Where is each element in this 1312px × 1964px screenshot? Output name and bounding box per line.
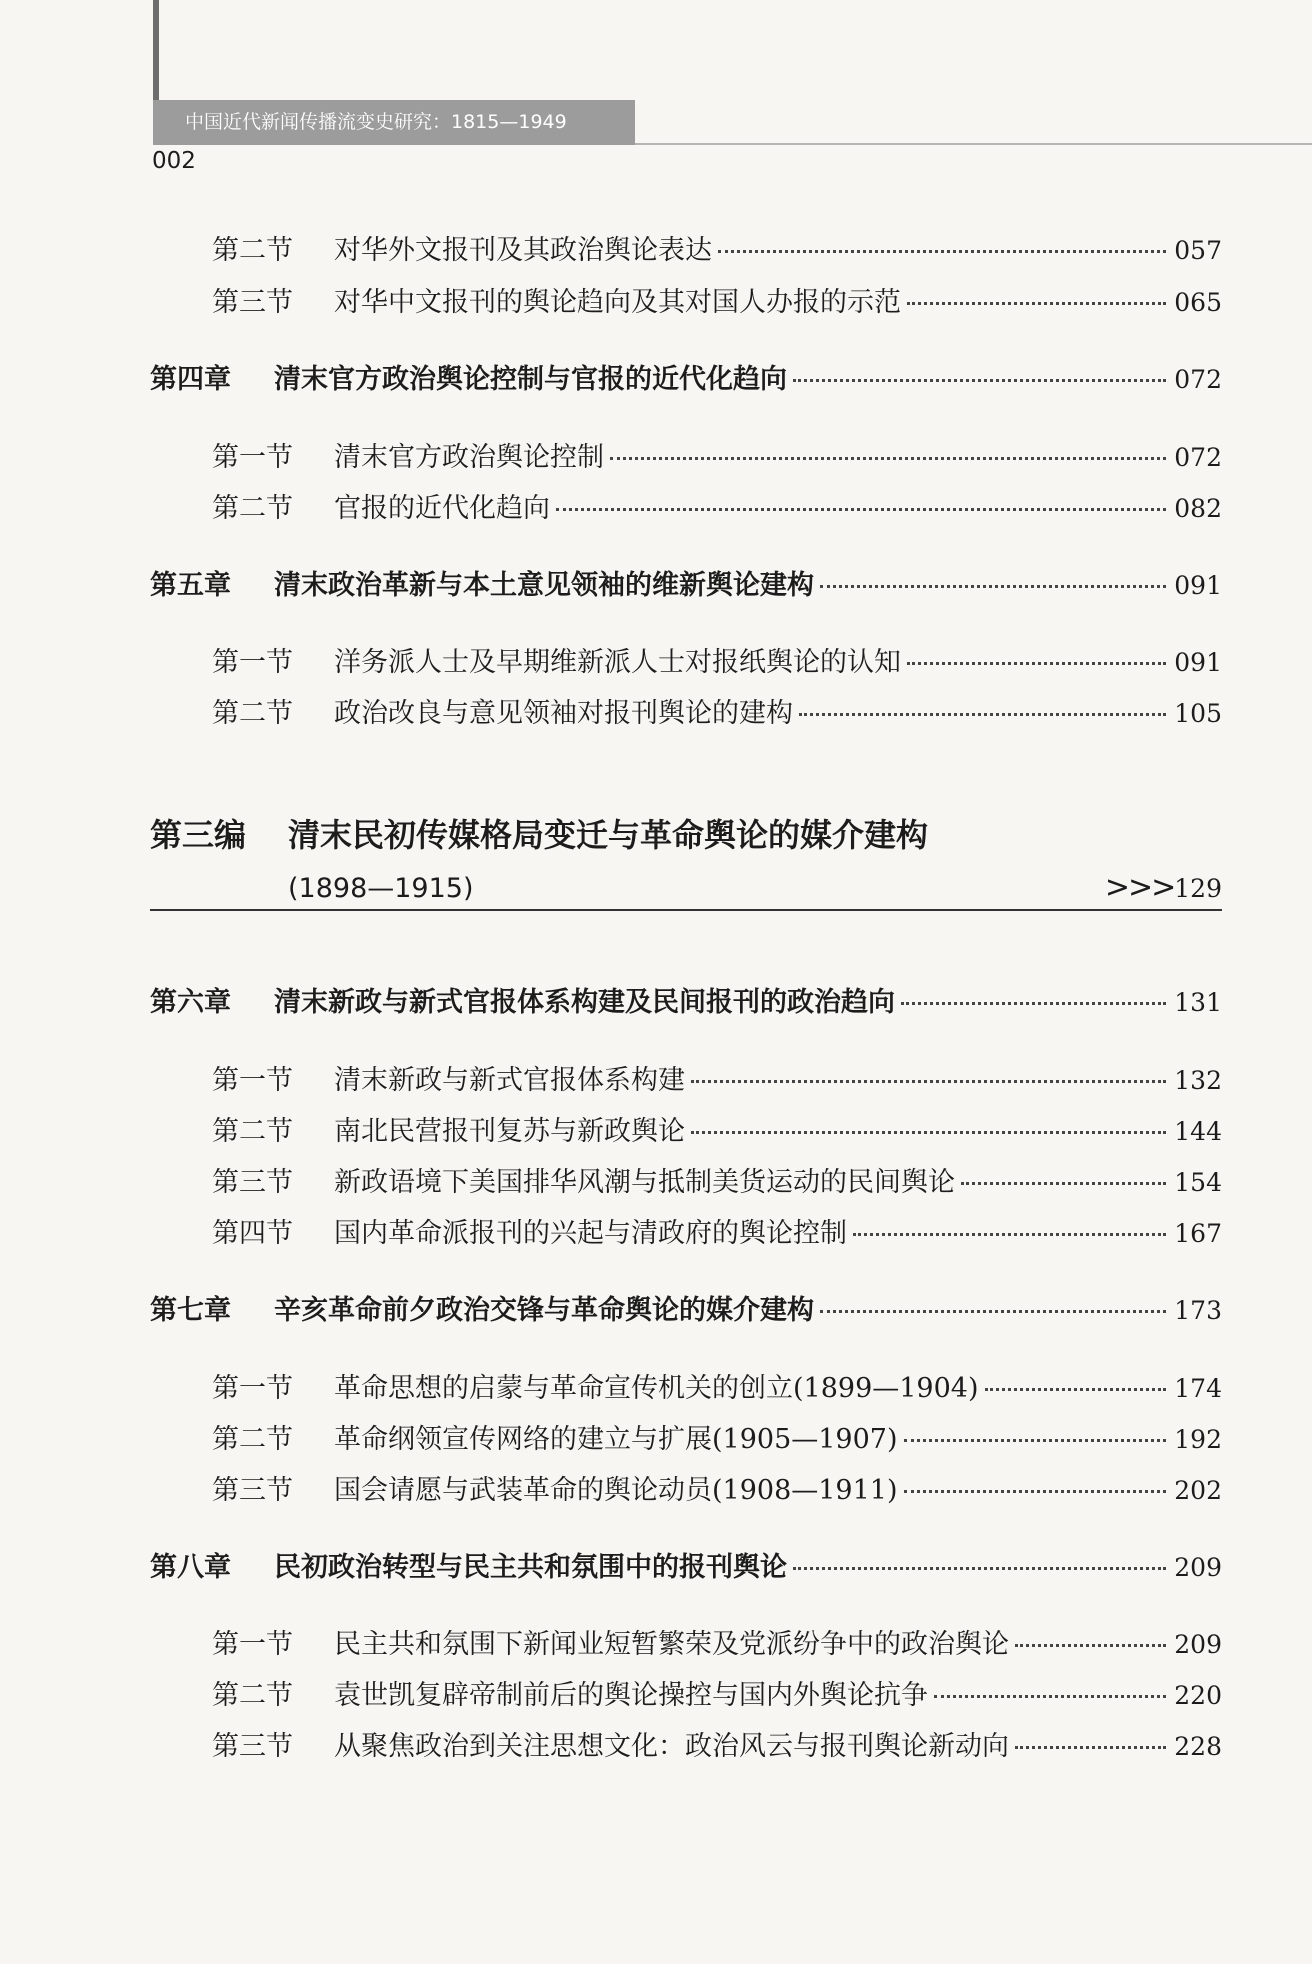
entry-label: 第三节 (212, 287, 293, 318)
entry-title: 清末官方政治舆论控制与官报的近代化趋向 (274, 364, 787, 395)
entry-page: 091 (1174, 648, 1222, 677)
entry-title: 民初政治转型与民主共和氛围中的报刊舆论 (274, 1552, 787, 1583)
dot-leader (853, 1233, 1166, 1236)
entry-title: 国内革命派报刊的兴起与清政府的舆论控制 (334, 1218, 847, 1249)
entry-page: 131 (1174, 988, 1222, 1017)
toc-section-entry[interactable] (212, 1058, 1222, 1097)
toc-chapter-entry[interactable] (150, 563, 1222, 602)
entry-title: 辛亥革命前夕政治交锋与革命舆论的媒介建构 (274, 1295, 814, 1326)
entry-label: 第一节 (212, 1065, 293, 1096)
toc-section-entry[interactable] (212, 435, 1222, 474)
toc-section-entry[interactable] (212, 1673, 1222, 1712)
dot-leader (799, 713, 1166, 716)
entry-page: 132 (1174, 1066, 1222, 1095)
dot-leader (1015, 1746, 1166, 1749)
entry-title: 政治改良与意见领袖对报刊舆论的建构 (334, 698, 793, 729)
entry-label: 第四节 (212, 1218, 293, 1249)
entry-page: 174 (1174, 1374, 1222, 1403)
toc-section-entry[interactable] (212, 280, 1222, 319)
entry-page: 228 (1174, 1732, 1222, 1761)
entry-label: 第一节 (212, 1373, 293, 1404)
dot-leader (718, 250, 1166, 253)
toc-section-entry[interactable] (212, 486, 1222, 525)
entry-label: 第八章 (150, 1552, 231, 1583)
running-header: 中国近代新闻传播流变史研究：1815—1949 (153, 100, 635, 145)
header-rule (153, 0, 159, 100)
dot-leader (691, 1080, 1166, 1083)
dot-leader (934, 1695, 1166, 1698)
dot-leader (691, 1131, 1166, 1134)
part-page: 129 (1174, 874, 1222, 903)
entry-page: 192 (1174, 1425, 1222, 1454)
dot-leader (556, 508, 1166, 511)
toc-section-entry[interactable] (212, 691, 1222, 730)
entry-label: 第二节 (212, 493, 293, 524)
entry-page: 154 (1174, 1168, 1222, 1197)
entry-title: 南北民营报刊复苏与新政舆论 (334, 1116, 685, 1147)
entry-title: 革命思想的启蒙与革命宣传机关的创立(1899—1904) (334, 1373, 979, 1404)
dot-leader (793, 1567, 1166, 1570)
toc-section-entry[interactable] (212, 1160, 1222, 1199)
entry-title: 清末新政与新式官报体系构建及民间报刊的政治趋向 (274, 987, 895, 1018)
entry-page: 173 (1174, 1296, 1222, 1325)
entry-title: 官报的近代化趋向 (334, 493, 550, 524)
toc-chapter-entry[interactable] (150, 1545, 1222, 1584)
dot-leader (985, 1388, 1167, 1391)
toc-chapter-entry[interactable] (150, 1288, 1222, 1327)
toc-section-entry[interactable] (212, 1468, 1222, 1507)
entry-label: 第一节 (212, 1629, 293, 1660)
header-underline (635, 143, 1312, 145)
entry-title: 革命纲领宣传网络的建立与扩展(1905—1907) (334, 1424, 898, 1455)
dot-leader (907, 662, 1166, 665)
dot-leader (961, 1182, 1166, 1185)
toc-section-entry[interactable] (212, 1622, 1222, 1661)
entry-label: 第三节 (212, 1475, 293, 1506)
entry-page: 072 (1174, 365, 1222, 394)
dot-leader (904, 1490, 1167, 1493)
entry-label: 第七章 (150, 1295, 231, 1326)
entry-page: 220 (1174, 1681, 1222, 1710)
toc-chapter-entry[interactable] (150, 980, 1222, 1019)
entry-page: 105 (1174, 699, 1222, 728)
entry-label: 第二节 (212, 1424, 293, 1455)
entry-page: 065 (1174, 288, 1222, 317)
part-label: 第三编 (150, 816, 247, 854)
entry-label: 第四章 (150, 364, 231, 395)
toc-section-entry[interactable] (212, 1366, 1222, 1405)
entry-label: 第二节 (212, 235, 293, 266)
toc-chapter-entry[interactable] (150, 357, 1222, 396)
page-number: 002 (152, 148, 196, 174)
entry-page: 082 (1174, 494, 1222, 523)
dot-leader (820, 585, 1166, 588)
entry-page: 057 (1174, 236, 1222, 265)
chevron-icon: >>> (1104, 870, 1175, 905)
part-divider (150, 909, 1222, 911)
toc-section-entry[interactable] (212, 1109, 1222, 1148)
toc-section-entry[interactable] (212, 1724, 1222, 1763)
entry-title: 民主共和氛围下新闻业短暂繁荣及党派纷争中的政治舆论 (334, 1629, 1009, 1660)
entry-title: 国会请愿与武装革命的舆论动员(1908—1911) (334, 1475, 898, 1506)
entry-label: 第二节 (212, 1116, 293, 1147)
entry-title: 清末新政与新式官报体系构建 (334, 1065, 685, 1096)
entry-label: 第一节 (212, 442, 293, 473)
entry-page: 144 (1174, 1117, 1222, 1146)
entry-label: 第五章 (150, 570, 231, 601)
toc-section-entry[interactable] (212, 1211, 1222, 1250)
entry-title: 从聚焦政治到关注思想文化：政治风云与报刊舆论新动向 (334, 1731, 1009, 1762)
toc-part-heading[interactable] (150, 810, 1222, 911)
toc-section-entry[interactable] (212, 1417, 1222, 1456)
dot-leader (820, 1310, 1166, 1313)
entry-label: 第三节 (212, 1731, 293, 1762)
entry-title: 对华中文报刊的舆论趋向及其对国人办报的示范 (334, 287, 901, 318)
entry-title: 清末官方政治舆论控制 (334, 442, 604, 473)
entry-title: 新政语境下美国排华风潮与抵制美货运动的民间舆论 (334, 1167, 955, 1198)
dot-leader (907, 302, 1166, 305)
entry-page: 167 (1174, 1219, 1222, 1248)
part-years: (1898—1915) (288, 873, 474, 904)
entry-page: 091 (1174, 571, 1222, 600)
entry-label: 第六章 (150, 987, 231, 1018)
entry-page: 209 (1174, 1553, 1222, 1582)
entry-title: 清末政治革新与本土意见领袖的维新舆论建构 (274, 570, 814, 601)
entry-title: 对华外文报刊及其政治舆论表达 (334, 235, 712, 266)
dot-leader (793, 379, 1166, 382)
toc-section-entry[interactable] (212, 228, 1222, 267)
entry-page: 209 (1174, 1630, 1222, 1659)
entry-title: 袁世凯复辟帝制前后的舆论操控与国内外舆论抗争 (334, 1680, 928, 1711)
entry-label: 第二节 (212, 1680, 293, 1711)
part-title: 清末民初传媒格局变迁与革命舆论的媒介建构 (288, 816, 929, 854)
dot-leader (610, 457, 1166, 460)
toc-section-entry[interactable] (212, 640, 1222, 679)
dot-leader (904, 1439, 1167, 1442)
entry-page: 202 (1174, 1476, 1222, 1505)
dot-leader (901, 1002, 1166, 1005)
entry-label: 第一节 (212, 647, 293, 678)
entry-title: 洋务派人士及早期维新派人士对报纸舆论的认知 (334, 647, 901, 678)
entry-page: 072 (1174, 443, 1222, 472)
entry-label: 第二节 (212, 698, 293, 729)
entry-label: 第三节 (212, 1167, 293, 1198)
dot-leader (1015, 1644, 1166, 1647)
